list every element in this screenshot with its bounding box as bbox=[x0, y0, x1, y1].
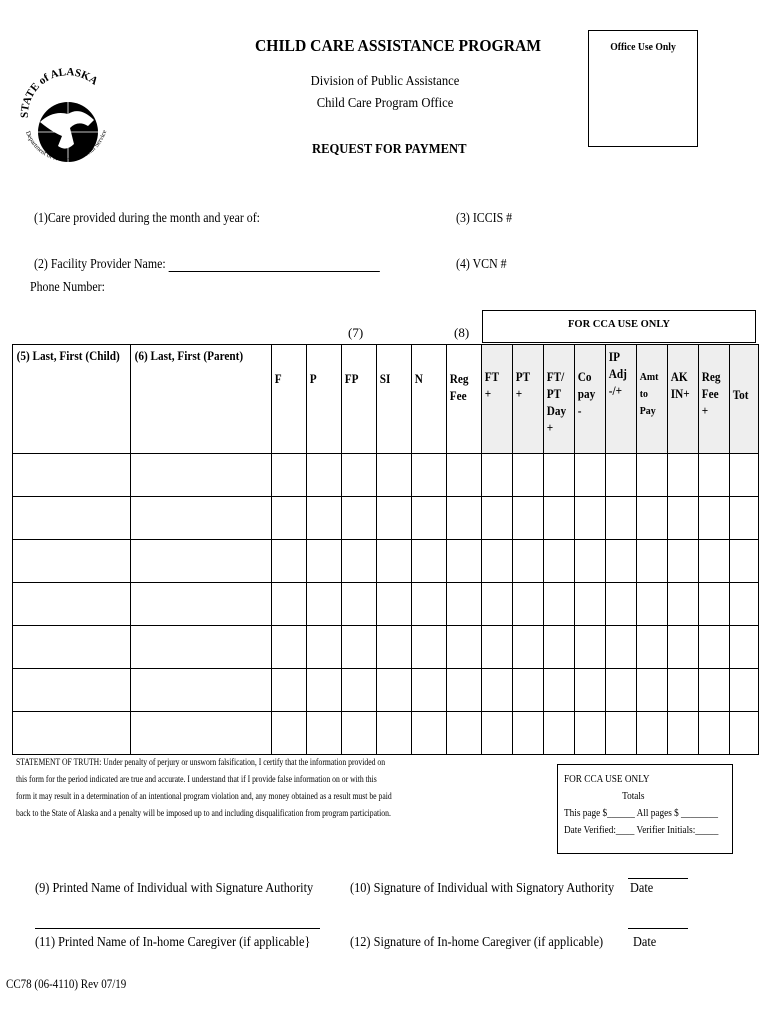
table-cell[interactable] bbox=[131, 712, 272, 755]
date2-line[interactable] bbox=[628, 928, 688, 929]
table-cell[interactable] bbox=[699, 454, 730, 497]
table-cell[interactable] bbox=[307, 669, 342, 712]
table-cell[interactable] bbox=[447, 583, 482, 626]
table-cell[interactable] bbox=[575, 540, 606, 583]
table-cell[interactable] bbox=[342, 712, 377, 755]
table-cell[interactable] bbox=[447, 626, 482, 669]
col-ip-adj: IP Adj -/+ bbox=[606, 345, 637, 454]
table-cell[interactable] bbox=[544, 497, 575, 540]
col-ak-in: AK IN+ bbox=[668, 345, 699, 454]
table-cell[interactable] bbox=[342, 454, 377, 497]
col-f: F bbox=[272, 345, 307, 454]
table-cell[interactable] bbox=[307, 583, 342, 626]
date1-line[interactable] bbox=[628, 878, 688, 879]
table-row bbox=[13, 626, 759, 669]
table-row bbox=[13, 497, 759, 540]
table-cell[interactable] bbox=[544, 454, 575, 497]
table-cell[interactable] bbox=[730, 626, 759, 669]
table-cell[interactable] bbox=[637, 712, 668, 755]
iccis-field[interactable]: (3) ICCIS # bbox=[456, 210, 513, 225]
cca-use-header: FOR CCA USE ONLY bbox=[482, 310, 756, 343]
table-cell[interactable] bbox=[482, 669, 513, 712]
table-row bbox=[13, 712, 759, 755]
table-cell[interactable] bbox=[377, 497, 412, 540]
table-cell[interactable] bbox=[730, 540, 759, 583]
table-cell[interactable] bbox=[13, 540, 131, 583]
col-child-name: (5) Last, First (Child) bbox=[13, 345, 131, 454]
col-pt: PT + bbox=[513, 345, 544, 454]
table-cell[interactable] bbox=[606, 497, 637, 540]
section-marker-8: (8) bbox=[454, 325, 470, 340]
table-cell[interactable] bbox=[544, 626, 575, 669]
table-cell[interactable] bbox=[377, 583, 412, 626]
col-total: Tot bbox=[730, 345, 759, 454]
table-row bbox=[13, 669, 759, 712]
table-cell[interactable] bbox=[606, 540, 637, 583]
table-cell[interactable] bbox=[13, 454, 131, 497]
table-cell[interactable] bbox=[412, 626, 447, 669]
table-row bbox=[13, 540, 759, 583]
table-row bbox=[13, 454, 759, 497]
col-n: N bbox=[412, 345, 447, 454]
table-cell[interactable] bbox=[575, 497, 606, 540]
totals-pages-line[interactable]: This page $______ All pages $ ________ bbox=[564, 808, 718, 819]
table-cell[interactable] bbox=[668, 626, 699, 669]
table-cell[interactable] bbox=[131, 497, 272, 540]
table-cell[interactable] bbox=[482, 712, 513, 755]
col-parent-name: (6) Last, First (Parent) bbox=[131, 345, 272, 454]
table-cell[interactable] bbox=[342, 540, 377, 583]
table-cell[interactable] bbox=[13, 669, 131, 712]
col-copay: Co pay - bbox=[575, 345, 606, 454]
statement-of-truth: STATEMENT OF TRUTH: Under penalty of perjury or unsworn falsification, I certify that the information provided on this form for the period indicated are true and accurate. I understand that if I provide false information on or with this form it may result in a determination of an intentional program violation and, any money obtained as a result must be paid back to the State of Alaska and a penalty will be imposed up to and including disqualification from program participation. bbox=[16, 758, 392, 819]
table-cell[interactable] bbox=[272, 497, 307, 540]
table-cell[interactable] bbox=[699, 669, 730, 712]
table-cell[interactable] bbox=[544, 583, 575, 626]
table-cell[interactable] bbox=[13, 626, 131, 669]
table-cell[interactable] bbox=[342, 497, 377, 540]
program-title: CHILD CARE ASSISTANCE PROGRAM bbox=[255, 36, 542, 55]
table-cell[interactable] bbox=[513, 540, 544, 583]
table-cell[interactable] bbox=[377, 712, 412, 755]
table-cell[interactable] bbox=[131, 669, 272, 712]
table-cell[interactable] bbox=[13, 712, 131, 755]
table-cell[interactable] bbox=[699, 497, 730, 540]
table-cell[interactable] bbox=[377, 669, 412, 712]
table-cell[interactable] bbox=[447, 497, 482, 540]
table-cell[interactable] bbox=[412, 712, 447, 755]
care-month-field[interactable]: (1)Care provided during the month and year of: bbox=[34, 210, 260, 225]
table-cell[interactable] bbox=[730, 712, 759, 755]
table-cell[interactable] bbox=[307, 497, 342, 540]
printed-name-caregiver-line[interactable] bbox=[35, 928, 320, 929]
col-reg-fee-plus: Reg Fee + bbox=[699, 345, 730, 454]
table-cell[interactable] bbox=[377, 626, 412, 669]
provider-name-label: (2) Facility Provider Name: bbox=[34, 256, 166, 271]
printed-name-caregiver[interactable]: (11) Printed Name of In-home Caregiver (if applicable} bbox=[35, 935, 311, 950]
table-cell[interactable] bbox=[513, 583, 544, 626]
table-cell[interactable] bbox=[544, 669, 575, 712]
table-cell[interactable] bbox=[131, 626, 272, 669]
printed-name-signature-authority[interactable]: (9) Printed Name of Individual with Signature Authority bbox=[35, 881, 314, 896]
office-use-label: Office Use Only bbox=[610, 41, 676, 53]
office-name: Child Care Program Office bbox=[316, 96, 454, 111]
table-cell[interactable] bbox=[412, 669, 447, 712]
col-p: P bbox=[307, 345, 342, 454]
table-cell[interactable] bbox=[307, 454, 342, 497]
table-cell[interactable] bbox=[637, 626, 668, 669]
table-cell[interactable] bbox=[272, 626, 307, 669]
table-cell[interactable] bbox=[447, 540, 482, 583]
table-cell[interactable] bbox=[272, 712, 307, 755]
table-cell[interactable] bbox=[482, 583, 513, 626]
signature-signatory-authority[interactable]: (10) Signature of Individual with Signatory Authority bbox=[350, 881, 615, 896]
table-cell[interactable] bbox=[13, 497, 131, 540]
seal-top-text: STATE of ALASKA bbox=[18, 66, 100, 119]
table-cell[interactable] bbox=[730, 669, 759, 712]
table-cell[interactable] bbox=[637, 454, 668, 497]
verification-line[interactable]: Date Verified:____ Verifier Initials:_____ bbox=[564, 825, 719, 836]
table-cell[interactable] bbox=[513, 497, 544, 540]
col-si: SI bbox=[377, 345, 412, 454]
table-cell[interactable] bbox=[272, 454, 307, 497]
table-cell[interactable] bbox=[668, 583, 699, 626]
date2-label: Date bbox=[633, 935, 657, 950]
table-cell[interactable] bbox=[575, 626, 606, 669]
table-cell[interactable] bbox=[307, 712, 342, 755]
table-cell[interactable] bbox=[272, 669, 307, 712]
table-cell[interactable] bbox=[377, 540, 412, 583]
totals-label: Totals bbox=[622, 791, 645, 802]
table-cell[interactable] bbox=[482, 454, 513, 497]
table-cell[interactable] bbox=[730, 454, 759, 497]
table-cell[interactable] bbox=[606, 583, 637, 626]
table-cell[interactable] bbox=[668, 454, 699, 497]
office-use-box bbox=[588, 30, 698, 147]
table-row bbox=[13, 583, 759, 626]
date1-label: Date bbox=[630, 881, 654, 896]
payment-table bbox=[12, 344, 759, 755]
table-cell[interactable] bbox=[272, 583, 307, 626]
table-cell[interactable] bbox=[606, 454, 637, 497]
col-fp: FP bbox=[342, 345, 377, 454]
table-cell[interactable] bbox=[668, 497, 699, 540]
table-cell[interactable] bbox=[342, 669, 377, 712]
table-cell[interactable] bbox=[699, 583, 730, 626]
table-cell[interactable] bbox=[13, 583, 131, 626]
table-cell[interactable] bbox=[668, 669, 699, 712]
table-cell[interactable] bbox=[513, 626, 544, 669]
table-cell[interactable] bbox=[637, 669, 668, 712]
state-seal-logo bbox=[18, 40, 114, 170]
table-cell[interactable] bbox=[575, 454, 606, 497]
table-cell[interactable] bbox=[447, 712, 482, 755]
table-cell[interactable] bbox=[575, 712, 606, 755]
seal-bottom-text: Department of Health and Social Service bbox=[24, 129, 109, 164]
table-cell[interactable] bbox=[131, 540, 272, 583]
table-cell[interactable] bbox=[606, 712, 637, 755]
form-title: REQUEST FOR PAYMENT bbox=[312, 142, 467, 157]
table-cell[interactable] bbox=[606, 669, 637, 712]
division-name: Division of Public Assistance bbox=[310, 74, 460, 89]
table-cell[interactable] bbox=[131, 583, 272, 626]
col-ft: FT + bbox=[482, 345, 513, 454]
table-cell[interactable] bbox=[730, 497, 759, 540]
col-ftpt-day: FT/ PT Day + bbox=[544, 345, 575, 454]
provider-name-line[interactable] bbox=[169, 257, 380, 272]
table-cell[interactable] bbox=[668, 540, 699, 583]
table-cell[interactable] bbox=[730, 583, 759, 626]
table-cell[interactable] bbox=[544, 540, 575, 583]
table-cell[interactable] bbox=[412, 497, 447, 540]
table-cell[interactable] bbox=[575, 583, 606, 626]
phone-field[interactable]: Phone Number: bbox=[30, 279, 105, 294]
table-cell[interactable] bbox=[447, 454, 482, 497]
table-cell[interactable] bbox=[513, 669, 544, 712]
table-cell[interactable] bbox=[544, 712, 575, 755]
table-cell[interactable] bbox=[131, 454, 272, 497]
table-cell[interactable] bbox=[447, 669, 482, 712]
form-number: CC78 (06-4110) Rev 07/19 bbox=[6, 977, 127, 991]
table-cell[interactable] bbox=[637, 540, 668, 583]
table-cell[interactable] bbox=[377, 454, 412, 497]
table-cell[interactable] bbox=[482, 626, 513, 669]
table-cell[interactable] bbox=[307, 540, 342, 583]
table-cell[interactable] bbox=[307, 626, 342, 669]
table-cell[interactable] bbox=[412, 540, 447, 583]
table-cell[interactable] bbox=[482, 497, 513, 540]
table-cell[interactable] bbox=[699, 626, 730, 669]
table-cell[interactable] bbox=[482, 540, 513, 583]
table-cell[interactable] bbox=[606, 626, 637, 669]
cca-totals-title: FOR CCA USE ONLY bbox=[564, 774, 650, 785]
table-cell[interactable] bbox=[412, 454, 447, 497]
col-amt-to-pay: Amt to Pay bbox=[637, 345, 668, 454]
table-cell[interactable] bbox=[513, 712, 544, 755]
table-cell[interactable] bbox=[342, 583, 377, 626]
table-cell[interactable] bbox=[699, 712, 730, 755]
table-cell[interactable] bbox=[412, 583, 447, 626]
signature-caregiver[interactable]: (12) Signature of In-home Caregiver (if applicable) bbox=[350, 935, 604, 950]
table-cell[interactable] bbox=[637, 497, 668, 540]
table-cell[interactable] bbox=[342, 626, 377, 669]
table-cell[interactable] bbox=[668, 712, 699, 755]
table-cell[interactable] bbox=[637, 583, 668, 626]
table-cell[interactable] bbox=[699, 540, 730, 583]
table-cell[interactable] bbox=[272, 540, 307, 583]
provider-name-field[interactable] bbox=[34, 256, 380, 272]
vcn-field[interactable]: (4) VCN # bbox=[456, 256, 507, 271]
col-reg-fee: Reg Fee bbox=[447, 345, 482, 454]
table-cell[interactable] bbox=[575, 669, 606, 712]
cca-totals-box bbox=[557, 764, 733, 854]
table-cell[interactable] bbox=[513, 454, 544, 497]
section-marker-7: (7) bbox=[348, 325, 364, 340]
